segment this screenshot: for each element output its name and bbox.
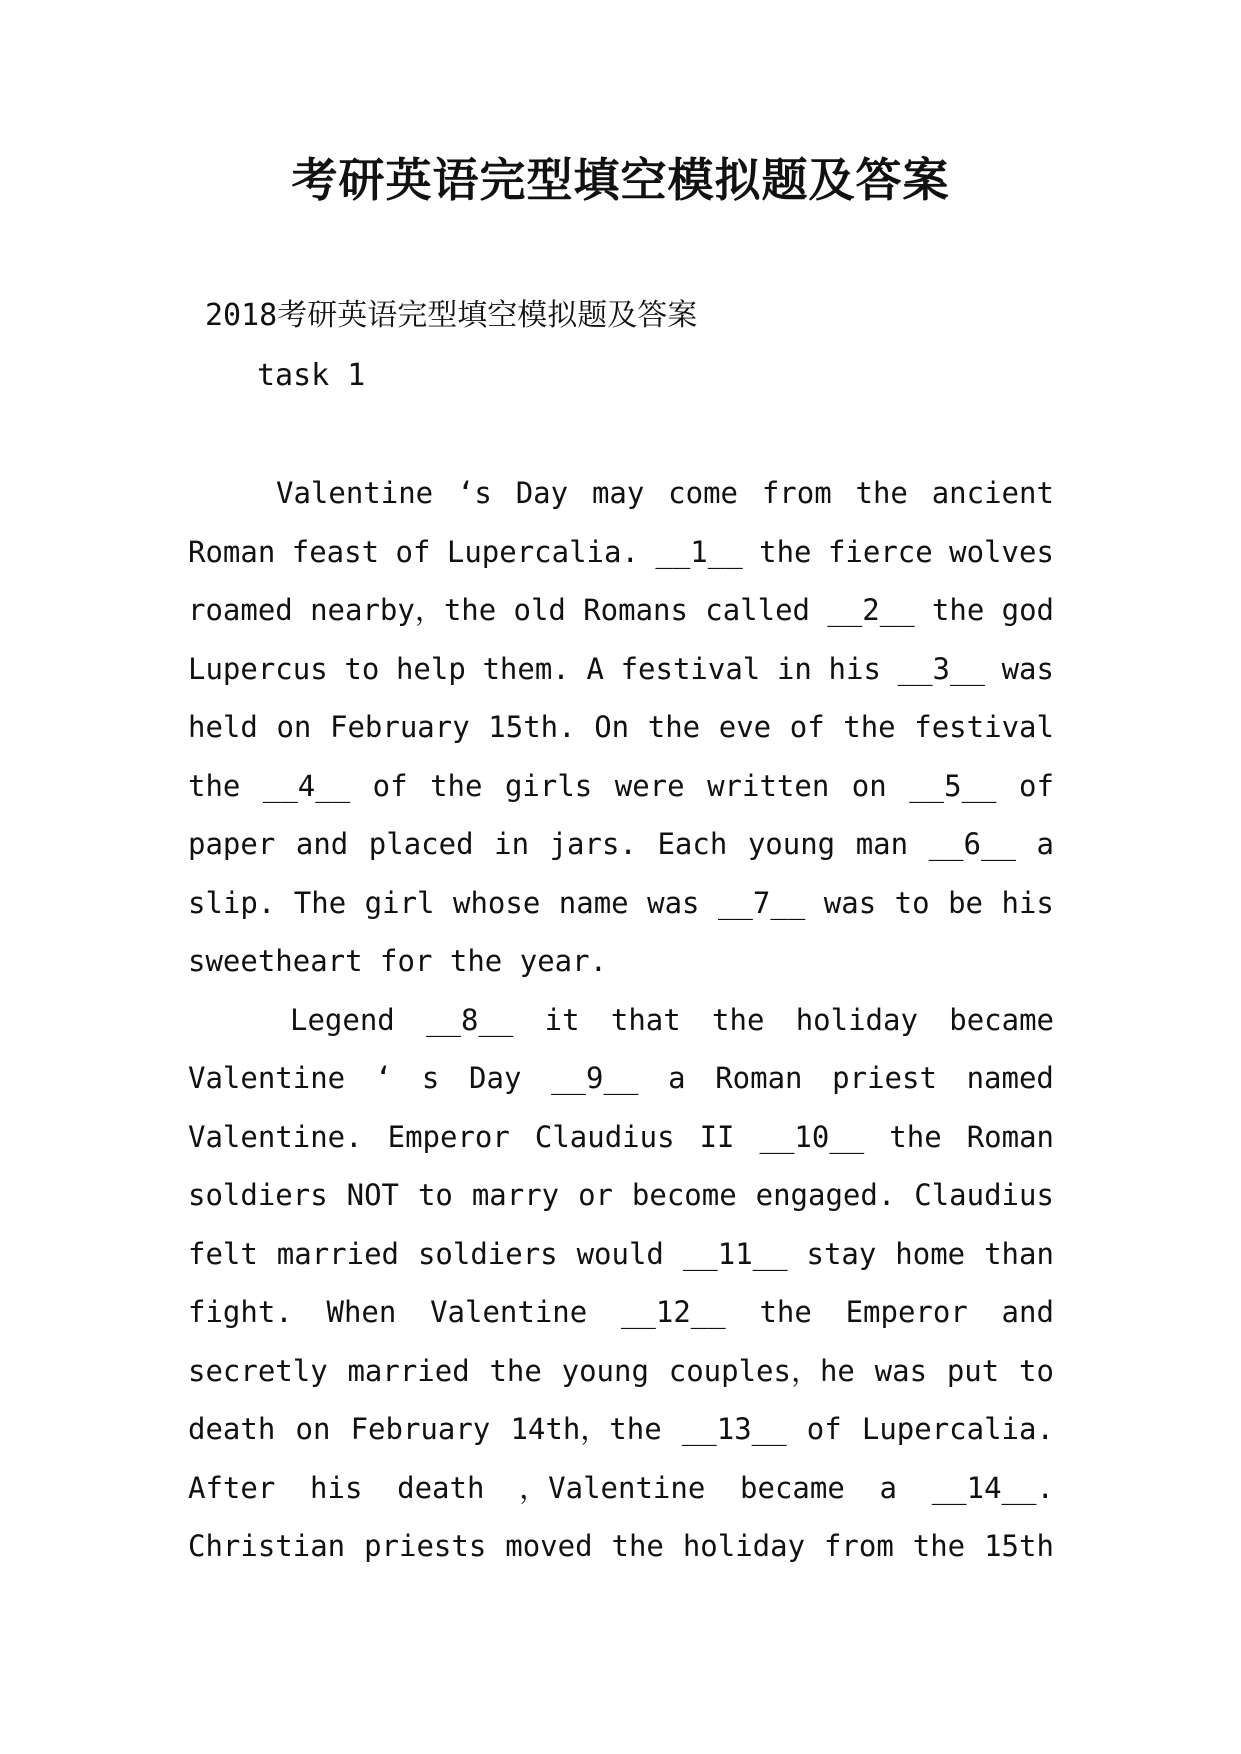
passage-line: sweetheart for the year.: [188, 944, 608, 978]
passage-line: Christian priests moved the holiday from the 15th: [188, 1529, 1054, 1563]
document-subtitle: 2018考研英语完型填空模拟题及答案: [205, 298, 698, 333]
passage-line: After his death ，Valentine became a __14__.: [188, 1470, 1054, 1505]
passage-line: Valentine ‘s Day may come from the ancient: [276, 476, 1054, 510]
passage-line: Valentine ‘ s Day __9__ a Roman priest named: [188, 1061, 1054, 1095]
passage-line: secretly married the young couples，he was put to: [188, 1353, 1054, 1388]
passage-line: slip. The girl whose name was __7__ was to be his: [188, 885, 1054, 920]
passage-line: the __4__ of the girls were written on __5__ of: [188, 768, 1054, 803]
passage-line: paper and placed in jars. Each young man __6__ a: [188, 827, 1054, 861]
task-label: task 1: [257, 358, 366, 393]
passage-line: Valentine. Emperor Claudius II __10__ the Roman: [188, 1119, 1054, 1154]
passage-line: Lupercus to help them. A festival in his __3__ was: [188, 651, 1054, 686]
document-title: 考研英语完型填空模拟题及答案: [291, 153, 950, 207]
passage-line: death on February 14th，the __13__ of Lupercalia.: [188, 1412, 1054, 1446]
passage-line: roamed nearby，the old Romans called __2__ the god: [188, 593, 1054, 627]
passage-body: [188, 464, 1054, 1576]
passage-line: felt married soldiers would __11__ stay home than: [188, 1236, 1054, 1271]
passage-line: fight. When Valentine __12__ the Emperor and: [188, 1295, 1054, 1329]
passage-line: Legend __8__ it that the holiday became: [290, 1002, 1054, 1037]
passage-line: Roman feast of Lupercalia. __1__ the fierce wolves: [188, 534, 1054, 569]
passage-line: soldiers NOT to marry or become engaged. Claudius: [188, 1178, 1054, 1212]
passage-line: held on February 15th. On the eve of the festival: [188, 710, 1054, 744]
